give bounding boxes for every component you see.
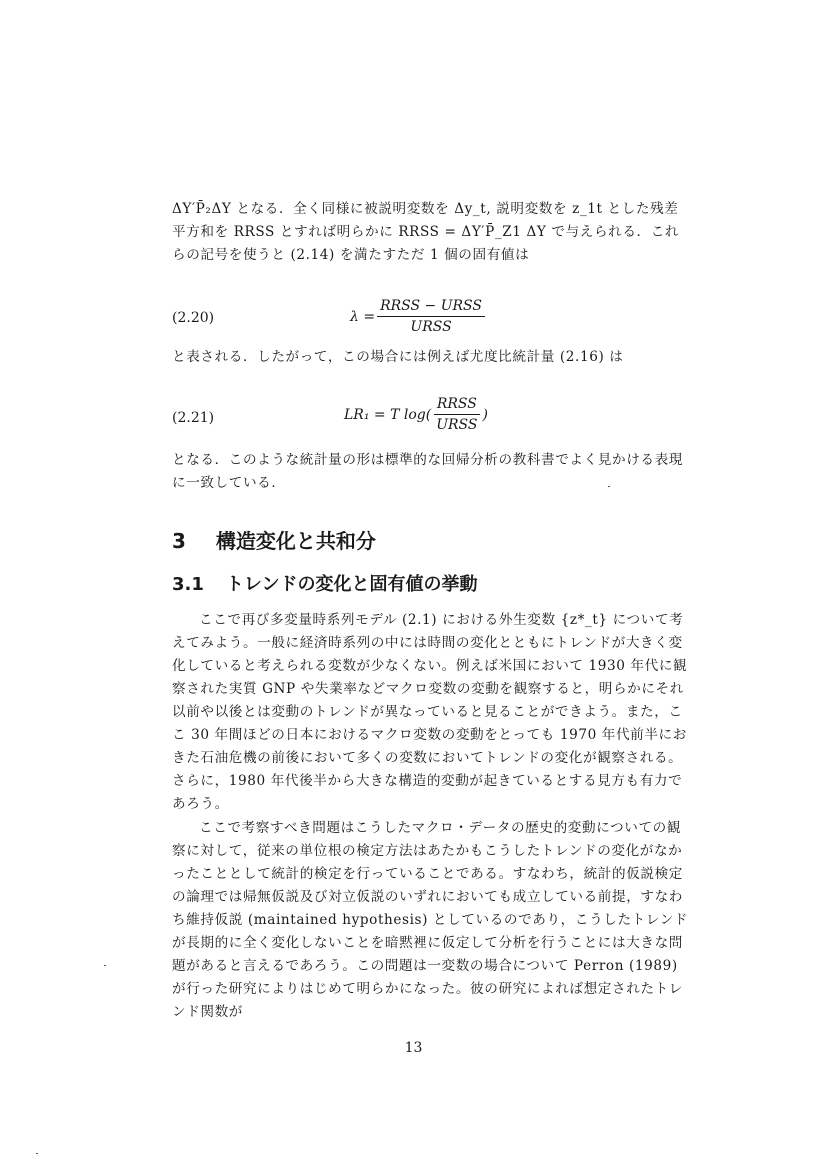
equation-close-paren: ) <box>482 406 488 423</box>
fraction <box>433 396 480 433</box>
subsection-heading <box>172 570 477 596</box>
section-title: 構造変化と共和分 <box>215 529 376 553</box>
page-number: 13 <box>404 1040 423 1056</box>
paragraph-trend-change: ここで再び多変量時系列モデル (2.1) における外生変数 {z*_t} について考えてみよう。一般に経済時系列の中には時間の変化とともにトレンドが大きく変化していると考えられる変数が少なくない。例えば米国において 1930 年代に観察された実質 GNP や失業率などマクロ変数の変動を観察すると，明らかにそれ以前や以後とは変動のトレンドが異なっていると見ることができよう。また，ここ 30 年間ほどの日本におけるマクロ変数の変動をとっても 1970 年代前半におきた石油危機の前後において多くの変数においてトレンドの変化が観察される。さらに，1980 年代後半から大きな構造的変動が起きているとする見方も有力であろう。 <box>172 612 688 812</box>
paragraph-likelihood-ratio: と表される．したがって，この場合には例えば尤度比統計量 (2.16) は <box>172 349 624 365</box>
equation-2-21 <box>172 396 692 436</box>
fraction-denominator: URSS <box>410 319 452 335</box>
paragraph-regression-form: となる．このような統計量の形は標準的な回帰分析の教科書でよく見かける表現に一致している． <box>172 452 683 491</box>
subsection-title: トレンドの変化と固有値の挙動 <box>225 574 478 595</box>
equation-body <box>350 298 487 335</box>
section-number: 3 <box>172 529 186 553</box>
fraction-numerator: RRSS <box>434 396 480 415</box>
paragraph-eigenvalue-intro: ΔY′P̄₂ΔY となる．全く同様に被説明変数を Δy_t, 説明変数を z_1t とした残差平方和を RRSS とすれば明らかに RRSS = ΔY′P̄_Z1 ΔY で与えられる．これらの記号を使うと (2.14) を満たすただ 1 個の固有値は <box>172 201 680 263</box>
scan-speck <box>36 1153 38 1154</box>
equation-lhs: LR₁ = T log( <box>344 406 432 423</box>
scan-speck <box>608 486 610 487</box>
equation-lhs: λ = <box>350 308 376 325</box>
fraction <box>377 298 485 335</box>
equation-number: (2.21) <box>172 410 215 426</box>
fraction-denominator: URSS <box>436 417 478 433</box>
equation-body <box>344 396 488 433</box>
fraction-numerator: RRSS − URSS <box>377 298 485 317</box>
equation-2-20 <box>172 298 692 338</box>
equation-number: (2.20) <box>172 310 215 326</box>
subsection-number: 3.1 <box>172 574 204 595</box>
scan-speck <box>104 965 106 966</box>
section-heading <box>172 525 376 554</box>
paragraph-unit-root-problem: ここで考察すべき問題はこうしたマクロ・データの歴史的変動についての観察に対して，従来の単位根の検定方法はあたかもこうしたトレンドの変化がなかったこととして統計的検定を行っていることである。すなわち，統計的仮説検定の論理では帰無仮説及び対立仮説のいずれにおいても成立している前提，すなわち維持仮説 (maintained hypothesis) としているのであり，こうしたトレンドが長期的に全く変化しないことを暗黙裡に仮定して分析を行うことには大きな問題があると言えるであろう。この問題は一変数の場合について Perron (1989) が行った研究によりはじめて明らかになった。彼の研究によれば想定されたトレンド関数が <box>172 820 689 1020</box>
